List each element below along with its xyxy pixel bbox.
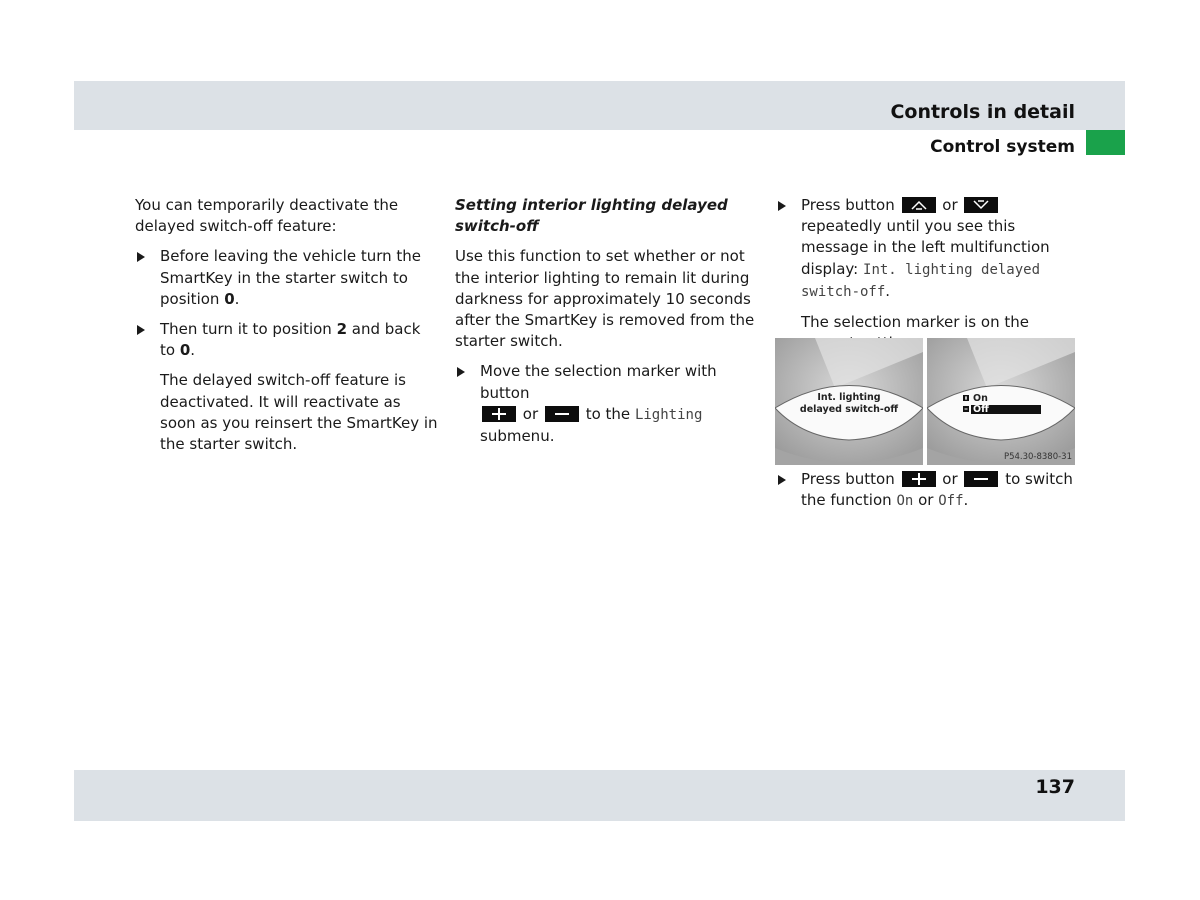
- punct: .: [963, 491, 969, 510]
- page-number: 137: [1035, 776, 1075, 798]
- display-line-1: Int. lighting: [817, 392, 881, 403]
- step-switch-function: [776, 469, 1081, 512]
- step-turn-key: [135, 246, 440, 310]
- section-tab-marker: [1086, 130, 1125, 155]
- column-1: [135, 195, 440, 464]
- bullet-arrow-icon: [137, 325, 145, 335]
- intro-paragraph: You can temporarily deactivate the delayed switch-off feature:: [135, 196, 399, 236]
- step-text: Move the selection marker with button: [480, 362, 717, 402]
- step-text: Before leaving the vehicle turn the SmartKey in the starter switch to position: [160, 247, 421, 308]
- step-text: to the: [585, 404, 631, 423]
- plus-button-icon: [902, 471, 936, 487]
- step-text: Press button: [801, 470, 895, 488]
- footer-band: [74, 770, 1125, 821]
- down-arrow-button-icon: [964, 197, 998, 213]
- page-title: Controls in detail: [890, 101, 1075, 123]
- step-text: or: [522, 404, 539, 423]
- bullet-arrow-icon: [137, 252, 145, 262]
- option-off-selected: Off: [973, 404, 989, 415]
- step-text: to switch the function: [801, 470, 1073, 510]
- column-3-bottom: [776, 469, 1081, 521]
- step-text: repeatedly until you see this message in the left multifunction display:: [801, 217, 1050, 278]
- step-text: Then turn it to position: [160, 320, 337, 339]
- section-subtitle: Control system: [930, 137, 1075, 157]
- option-name: On: [896, 493, 914, 510]
- step-press-arrows: [776, 195, 1081, 303]
- minus-button-icon: [964, 471, 998, 487]
- plus-button-icon: [482, 406, 516, 422]
- step-text: or: [942, 196, 958, 214]
- figure-code: P54.30-8380-31: [1003, 452, 1072, 462]
- display-panel-message: [775, 338, 923, 465]
- bullet-arrow-icon: [457, 367, 465, 377]
- note-paragraph: The selection marker is on the: [801, 313, 1029, 332]
- step-text: or: [918, 491, 934, 510]
- position-value: 0: [224, 289, 235, 308]
- up-arrow-button-icon: [902, 197, 936, 213]
- position-value: 0: [179, 341, 191, 360]
- bullet-arrow-icon: [778, 201, 786, 211]
- punct: .: [234, 289, 240, 308]
- option-name: Off: [938, 493, 964, 510]
- step-text: or: [942, 470, 958, 488]
- bullet-arrow-icon: [778, 475, 786, 485]
- punct: .: [885, 281, 891, 300]
- display-panel-options: [927, 338, 1075, 465]
- step-move-marker: [455, 361, 760, 447]
- step-turn-back: [135, 319, 440, 361]
- step-text: and back to: [160, 320, 421, 360]
- punct: .: [190, 341, 196, 360]
- body-paragraph: Use this function to set whether or not the interior lighting to remain lit during darkness for approximately 10 seconds after the SmartKey is removed from the starter switch.: [455, 247, 755, 351]
- note-paragraph: The delayed switch-off feature is deactivated. It will reactivate as soon as you reinsert the SmartKey in the starter switch.: [160, 371, 438, 454]
- column-2: [455, 195, 760, 456]
- menu-name: Lighting: [634, 406, 703, 423]
- position-value: 2: [336, 320, 348, 339]
- step-text: Press button: [801, 196, 895, 214]
- display-line-2: delayed switch-off: [799, 404, 899, 415]
- multifunction-display-figure: [775, 338, 1075, 465]
- step-text: submenu.: [480, 427, 555, 446]
- option-on: On: [973, 393, 988, 404]
- minus-button-icon: [545, 406, 579, 422]
- display-message: Int. lighting delayed switch-off: [801, 261, 1041, 300]
- section-heading: Setting interior lighting delayed switch-off: [455, 196, 728, 236]
